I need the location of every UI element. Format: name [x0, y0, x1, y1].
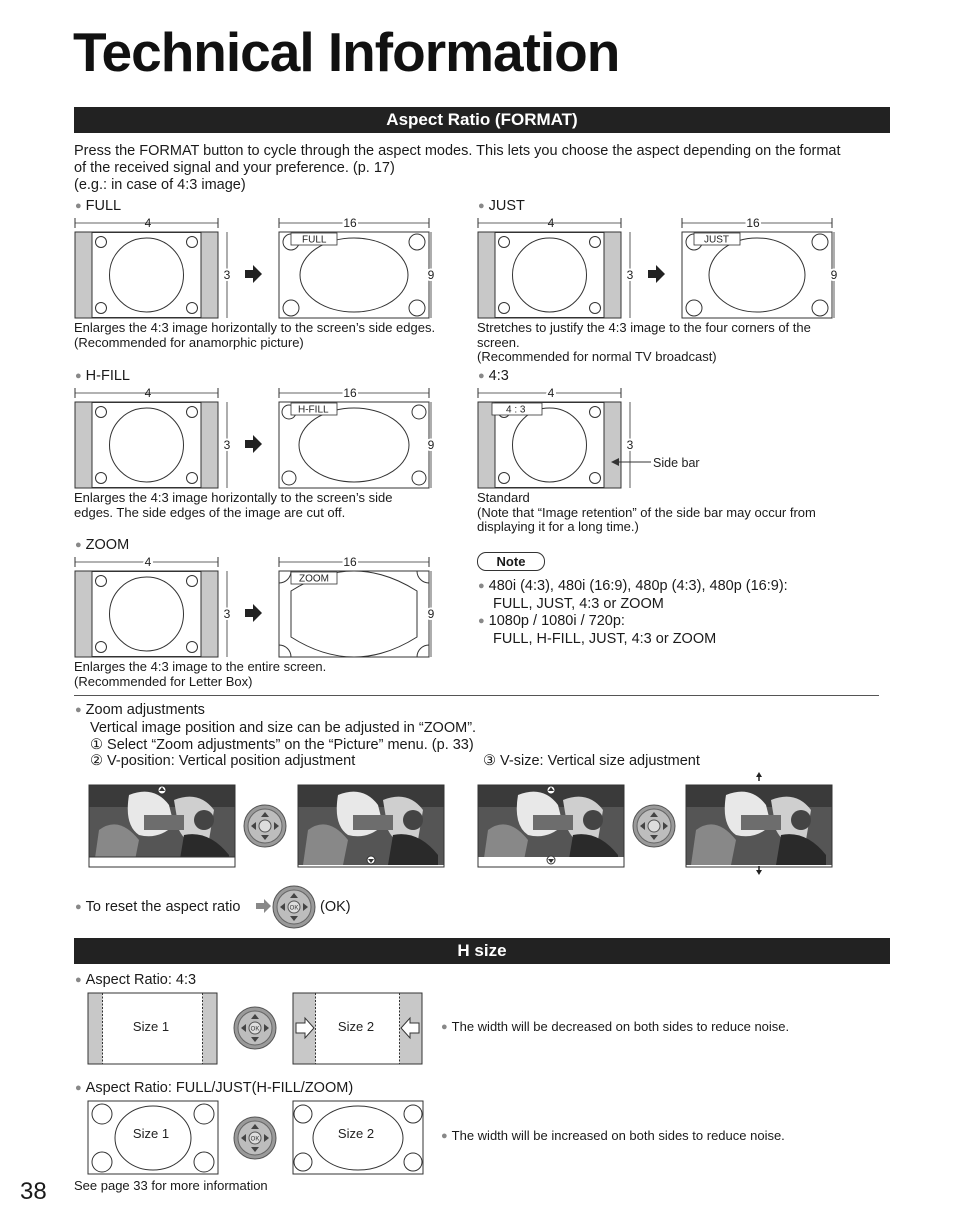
see-more-text: See page 33 for more information: [74, 1178, 268, 1193]
reset-illustration: [254, 884, 320, 930]
remote-dpad-icon: [234, 1007, 276, 1049]
h-size-full-label: ● Aspect Ratio: FULL/JUST(H-FILL/ZOOM): [75, 1080, 353, 1098]
zoom-adj-line1: Vertical image position and size can be adjusted in “ZOOM”.: [90, 720, 477, 736]
up-stretch-arrow-icon: [756, 772, 762, 781]
hfill-description: [74, 491, 474, 520]
page-number: 38: [20, 1178, 47, 1205]
reset-text: ● To reset the aspect ratio: [75, 899, 240, 917]
size2-label: Size 2: [337, 1019, 375, 1034]
dim-4: 4: [144, 216, 152, 230]
divider: [74, 695, 879, 696]
dim-3: 3: [223, 607, 231, 621]
r43-desc-3: displaying it for a long time.): [477, 519, 639, 534]
hfill-desc-1: Enlarges the 4:3 image horizontally to the screen’s side: [74, 490, 393, 505]
h-size-43-label: ● Aspect Ratio: 4:3: [75, 972, 196, 990]
mode-label-zoom: ● ZOOM: [75, 537, 129, 555]
note-label: Note: [477, 552, 545, 571]
tag-zoom: ZOOM: [299, 573, 329, 585]
down-arrow-icon: [367, 856, 375, 864]
remote-dpad-icon: [244, 805, 286, 847]
dim-9: 9: [830, 268, 838, 282]
remote-dpad-icon: [234, 1117, 276, 1159]
intro-text: [74, 143, 894, 194]
section-header-h-size: H size: [74, 938, 890, 964]
dim-4: 4: [547, 216, 555, 230]
dim-3: 3: [223, 438, 231, 452]
arrow-right-icon: [256, 899, 271, 913]
full-desc-1: Enlarges the 4:3 image horizontally to the screen’s side edges.: [74, 320, 436, 335]
down-arrow-icon: [547, 856, 555, 864]
photo-vpos-after: [298, 785, 444, 867]
dim-9: 9: [427, 607, 435, 621]
zoom-adj-step1: ① Select “Zoom adjustments” on the “Picture” menu. (p. 33): [90, 737, 474, 753]
dim-3: 3: [626, 438, 634, 452]
zoom-desc-1: Enlarges the 4:3 image to the entire screen.: [74, 659, 327, 674]
ok-button-icon: [273, 886, 315, 928]
just-description: [477, 321, 877, 365]
dim-4: 4: [547, 386, 555, 400]
dim-16: 16: [343, 555, 357, 569]
up-arrow-icon: [158, 786, 166, 794]
photo-vsize-before: [478, 785, 624, 867]
dim-4: 4: [144, 555, 152, 569]
reset-ok-label: (OK): [320, 899, 351, 915]
page-title: Technical Information: [73, 21, 620, 83]
dim-4: 4: [144, 386, 152, 400]
r43-description: [477, 491, 877, 535]
note-list: [478, 578, 878, 648]
h-size-43-diagram: [85, 990, 425, 1068]
h-size-full-diagram: [85, 1098, 425, 1178]
just-desc-2: screen.: [477, 334, 520, 350]
note-item-2a: ● 1080p / 1080i / 720p:: [478, 613, 878, 631]
tag-full: FULL: [302, 234, 327, 246]
note-item-1b: FULL, JUST, 4:3 or ZOOM: [493, 596, 664, 612]
size1-label: Size 1: [132, 1019, 170, 1034]
full-desc-2: (Recommended for anamorphic picture): [74, 334, 304, 350]
remote-dpad-icon: [633, 805, 675, 847]
zoom-adjustments: [75, 702, 895, 754]
dim-16: 16: [343, 386, 357, 400]
dim-9: 9: [427, 438, 435, 452]
photo-vsize-after: [686, 785, 832, 867]
zoom-adj-title: ● Zoom adjustments: [75, 702, 895, 720]
r43-diagram: [473, 382, 733, 492]
just-desc-3: (Recommended for normal TV broadcast): [477, 349, 717, 364]
size1-label: Size 1: [132, 1126, 170, 1141]
intro-line-1: Press the FORMAT button to cycle through the aspect modes. This lets you choose the aspect depending on the format: [74, 143, 841, 159]
r43-desc-1: Standard: [477, 490, 530, 505]
zoom-description: [74, 660, 474, 689]
hfill-diagram: [70, 382, 450, 492]
full-description: [74, 321, 474, 350]
svg-text:OK: OK: [250, 1136, 260, 1143]
mode-label-4-3: ● 4:3: [478, 368, 509, 386]
hfill-desc-2: edges. The side edges of the image are cut off.: [74, 504, 346, 520]
h-size-43-note: ● The width will be decreased on both sides to reduce noise.: [441, 1020, 789, 1036]
just-desc-1: Stretches to justify the 4:3 image to the four corners of the: [477, 320, 811, 335]
mode-label-full: ● FULL: [75, 198, 121, 216]
zoom-diagram: [70, 551, 450, 661]
dim-16: 16: [343, 216, 357, 230]
r43-desc-2: (Note that “Image retention” of the side bar may occur from: [477, 504, 816, 520]
up-arrow-icon: [547, 786, 555, 794]
full-diagram: [70, 212, 450, 322]
mode-label-just: ● JUST: [478, 198, 525, 216]
zoom-adj-step3: ③ V-size: Vertical size adjustment: [483, 753, 700, 769]
dim-3: 3: [626, 268, 634, 282]
note-item-2b: FULL, H-FILL, JUST, 4:3 or ZOOM: [493, 631, 717, 647]
dim-3: 3: [223, 268, 231, 282]
zoom-desc-2: (Recommended for Letter Box): [74, 673, 253, 689]
h-size-full-note: ● The width will be increased on both sides to reduce noise.: [441, 1129, 785, 1145]
svg-text:OK: OK: [250, 1026, 260, 1033]
note-item-1a: ● 480i (4:3), 480i (16:9), 480p (4:3), 480p (16:9):: [478, 578, 878, 596]
section-header-aspect-ratio: Aspect Ratio (FORMAT): [74, 107, 890, 133]
dim-16: 16: [746, 216, 760, 230]
tag-just: JUST: [704, 234, 729, 246]
photo-vpos-before: [89, 785, 235, 867]
dim-9: 9: [427, 268, 435, 282]
mode-label-hfill: ● H-FILL: [75, 368, 130, 386]
size2-label: Size 2: [337, 1126, 375, 1141]
side-bar-label: Side bar: [653, 456, 700, 470]
tag-4-3: 4 : 3: [506, 404, 526, 416]
zoom-adjust-illustrations: [85, 768, 845, 886]
zoom-adj-step2: ② V-position: Vertical position adjustment: [90, 753, 356, 769]
tag-hfill: H-FILL: [298, 404, 329, 416]
svg-text:OK: OK: [289, 905, 299, 912]
intro-line-3: (e.g.: in case of 4:3 image): [74, 177, 246, 193]
just-diagram: [473, 212, 853, 322]
intro-line-2: of the received signal and your preference. (p. 17): [74, 160, 395, 176]
